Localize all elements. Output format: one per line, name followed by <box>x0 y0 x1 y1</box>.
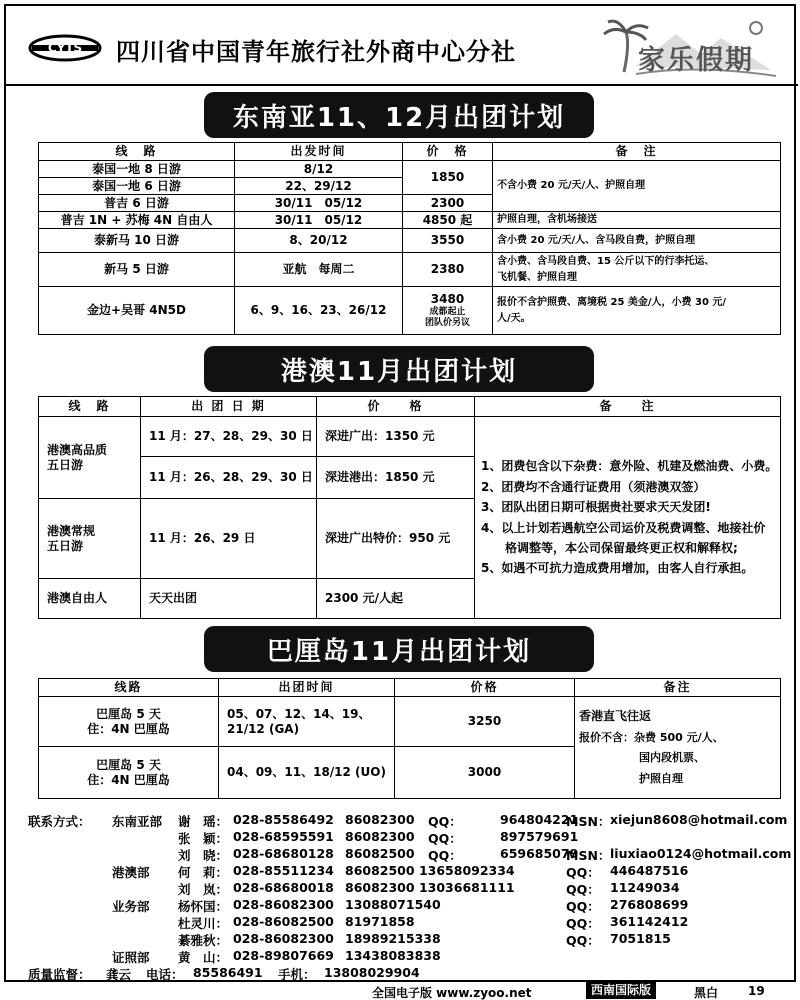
page-footer <box>0 982 800 1000</box>
col-header: 备 注 <box>493 143 781 161</box>
route-cell <box>39 747 219 799</box>
cyts-logo <box>28 34 102 62</box>
table-row <box>39 212 781 229</box>
price-cell: 3000 <box>395 747 575 799</box>
price-cell: 2380 <box>403 253 493 287</box>
contact-phone: 028-86082300 <box>233 931 334 946</box>
price-sub: 成都起止 <box>429 306 466 317</box>
route-cell: 泰国一地 6 日游 <box>39 178 235 195</box>
contact-row <box>28 948 796 965</box>
date-cell: 天天出团 <box>141 579 317 619</box>
contact-row <box>28 812 796 829</box>
sea-banner: 东南亚11、12月出团计划 <box>204 92 594 138</box>
note-line: 护照自理 <box>639 772 683 786</box>
contact-phone2: 86082500 <box>345 846 415 861</box>
col-header: 出团时间 <box>219 679 395 697</box>
col-header: 线 路 <box>39 143 235 161</box>
date-cell: 04、09、11、18/12 (UO) <box>219 747 395 799</box>
price-cell: 3550 <box>403 229 493 253</box>
contact-row <box>28 829 796 846</box>
table-row <box>39 417 781 457</box>
date-cell: 8/12 <box>235 161 403 178</box>
contact-name: 杜灵川： <box>178 916 229 931</box>
date-cell: 8、20/12 <box>235 229 403 253</box>
date-cell: 22、29/12 <box>235 178 403 195</box>
contact-msn[interactable]: xiejun8608@hotmail.com <box>610 812 788 827</box>
table-row <box>39 287 781 335</box>
contacts-section <box>28 812 796 982</box>
msn-label: MSN： <box>566 848 611 863</box>
date-cell: 6、9、16、23、26/12 <box>235 287 403 335</box>
contact-name: 刘 晓： <box>178 848 229 863</box>
col-header: 出 团 日 期 <box>141 397 317 417</box>
phone2-value: 86082500 <box>345 863 415 878</box>
contact-msn[interactable]: liuxiao0124@hotmail.com <box>610 846 792 861</box>
contact-phone2: 86082300 <box>345 829 415 844</box>
contact-phone: 028-85586492 <box>233 812 334 827</box>
note-line: 4、以上计划若遇航空公司运价及税费调整、地接社价 <box>481 520 766 535</box>
note-line: 国内段机票、 <box>639 751 705 765</box>
date-cell <box>219 697 395 747</box>
contact-phone2: 81971858 <box>345 914 415 929</box>
note-line: 1、团费包含以下杂费：意外险、机建及燃油费、小费。 <box>481 459 778 474</box>
route-line: 巴厘岛 5 天 <box>96 757 161 772</box>
route-cell: 金边+吴哥 4N5D <box>39 287 235 335</box>
route-line: 港澳常规 <box>47 523 96 538</box>
price-cell: 4850 起 <box>403 212 493 229</box>
contact-row <box>28 846 796 863</box>
date-cell: 30/11 05/12 <box>235 212 403 229</box>
col-header: 价格 <box>395 679 575 697</box>
contact-name: 谢 瑶： <box>178 814 229 829</box>
note-line: 飞机餐、护照自理 <box>497 271 577 283</box>
table-row <box>39 229 781 253</box>
route-cell: 港澳自由人 <box>39 579 141 619</box>
note-title: 香港直飞往返 <box>579 708 652 723</box>
bali-table <box>38 678 781 799</box>
contact-qq: 11249034 <box>610 880 680 895</box>
table-row <box>39 161 781 178</box>
qq-label: QQ： <box>566 916 600 931</box>
note-cell: 不含小费 20 元/天/人、护照自理 <box>493 161 781 212</box>
notes-cell <box>475 417 781 619</box>
contact-phone: 028-68680018 <box>233 880 334 895</box>
contact-phone: 028-89807669 <box>233 948 334 963</box>
route-line: 住：4N 巴厘岛 <box>87 772 170 787</box>
date-cell: 亚航 每周二 <box>235 253 403 287</box>
note-line: 含小费、含马段自费、15 公斤以下的行李托运、 <box>497 255 715 267</box>
note-cell <box>493 287 781 335</box>
contact-phone: 028-86082300 <box>233 897 334 912</box>
note-cell: 含小费 20 元/天/人、含马段自费，护照自理 <box>493 229 781 253</box>
price-sub: 团队价另议 <box>424 318 470 328</box>
date-cell: 11 月：27、28、29、30 日 <box>141 417 317 457</box>
route-cell: 泰新马 10 日游 <box>39 229 235 253</box>
contact-qq: 897579691 <box>500 829 579 844</box>
qq-label: QQ： <box>566 865 600 880</box>
contact-qq: 276808699 <box>610 897 689 912</box>
qq-label: QQ： <box>428 848 462 863</box>
route-line: 港澳高品质 <box>47 442 108 457</box>
contact-dept: 东南亚部 <box>112 814 163 829</box>
table-header-row <box>39 679 781 697</box>
contact-row <box>28 897 796 914</box>
route-cell: 普吉 1N + 苏梅 4N 自由人 <box>39 212 235 229</box>
date-line: 05、07、12、14、19、 <box>227 706 371 721</box>
contact-name: 黄 山： <box>178 950 229 965</box>
route-cell <box>39 417 141 499</box>
contact-qq: 7051815 <box>610 931 671 946</box>
page-header <box>6 6 798 86</box>
agency-name: 四川省中国青年旅行社外商中心分社 <box>116 38 516 66</box>
note-line: 报价不含：杂费 500 元/人、 <box>579 730 724 744</box>
col-header: 备注 <box>575 679 781 697</box>
note-line: 5、如遇不可抗力造成费用增加，由客人自行承担。 <box>481 561 754 576</box>
route-line: 住：4N 巴厘岛 <box>87 721 170 736</box>
contact-phone: 028-68680128 <box>233 846 334 861</box>
note-line: 报价不含护照费、离境税 25 美金/人，小费 30 元/ <box>497 296 727 308</box>
contact-row <box>28 931 796 948</box>
edition-text[interactable]: 全国电子版 www.zyoo.net <box>372 986 532 1000</box>
price-value: 3480 <box>430 291 465 306</box>
note-cell: 护照自理，含机场接送 <box>493 212 781 229</box>
mobile-value: 13036681111 <box>418 880 515 895</box>
date-cell: 30/11 05/12 <box>235 195 403 212</box>
route-cell: 普吉 6 日游 <box>39 195 235 212</box>
contact-dept: 业务部 <box>112 899 150 914</box>
contact-phone2: 13438083838 <box>345 948 441 963</box>
contact-qq: 446487516 <box>610 863 689 878</box>
contact-row <box>28 914 796 931</box>
contact-qq: 964804221 <box>500 812 579 827</box>
quality-tel-label: 电话： <box>146 967 184 982</box>
date-cell: 11 月：26、28、29、30 日 <box>141 457 317 499</box>
quality-row <box>28 965 796 982</box>
contact-name: 綦雅秋： <box>178 933 229 948</box>
page-number: 19 <box>748 984 765 998</box>
qq-label: QQ： <box>566 882 600 897</box>
quality-label: 质量监督： <box>28 967 91 982</box>
quality-mobile-label: 手机： <box>278 967 316 982</box>
phone2-value: 86082300 <box>345 880 415 895</box>
price-cell: 2300 <box>403 195 493 212</box>
color-mode: 黑白 <box>694 986 719 1000</box>
sea-table <box>38 142 781 335</box>
col-header: 线 路 <box>39 397 141 417</box>
route-cell <box>39 499 141 579</box>
date-cell: 11 月：26、29 日 <box>141 499 317 579</box>
col-header: 出发时间 <box>235 143 403 161</box>
note-line: 格调整等，本公司保留最终更正权和解释权; <box>481 540 738 555</box>
contact-qq: 659685079 <box>500 846 579 861</box>
qq-label: QQ： <box>428 831 462 846</box>
svg-text:CYTS: CYTS <box>47 41 83 55</box>
note-cell <box>493 253 781 287</box>
date-line: 21/12 (GA) <box>227 721 300 736</box>
col-header: 价 格 <box>317 397 475 417</box>
table-row <box>39 253 781 287</box>
contact-phone2: 13088071540 <box>345 897 441 912</box>
mobile-value: 13658092334 <box>418 863 515 878</box>
contact-phone2 <box>345 880 515 895</box>
table-header-row <box>39 143 781 161</box>
note-line: 3、团队出团日期可根据贵社要求天天发团! <box>481 500 711 515</box>
edition-badge: 西南国际版 <box>586 982 656 999</box>
brand-logo <box>596 14 786 80</box>
contacts-label: 联系方式： <box>28 814 91 829</box>
brand-name: 家乐假期 <box>638 45 754 76</box>
col-header: 价 格 <box>403 143 493 161</box>
quality-mobile: 13808029904 <box>324 965 420 980</box>
quality-tel: 85586491 <box>193 965 263 980</box>
qq-label: QQ： <box>428 814 462 829</box>
contact-name: 张 颖： <box>178 831 229 846</box>
route-line: 五日游 <box>47 457 84 472</box>
contact-name: 杨怀国： <box>178 899 229 914</box>
price-cell: 深进广出特价：950 元 <box>317 499 475 579</box>
note-line: 人/天。 <box>497 312 531 324</box>
route-line: 巴厘岛 5 天 <box>96 706 161 721</box>
qq-label: QQ： <box>566 899 600 914</box>
contact-phone2: 18989215338 <box>345 931 441 946</box>
price-cell: 2300 元/人起 <box>317 579 475 619</box>
price-cell: 1850 <box>403 161 493 195</box>
contact-dept: 港澳部 <box>112 865 150 880</box>
table-row <box>39 697 781 747</box>
route-line: 五日游 <box>47 538 84 553</box>
contact-row <box>28 880 796 897</box>
contact-phone: 028-86082500 <box>233 914 334 929</box>
note-line: 2、团费均不含通行证费用（须港澳双签） <box>481 479 706 494</box>
quality-name: 龚云 <box>106 967 132 982</box>
col-header: 备 注 <box>475 397 781 417</box>
contact-phone: 028-85511234 <box>233 863 334 878</box>
hk-table <box>38 396 781 619</box>
qq-label: QQ： <box>566 933 600 948</box>
contact-phone: 028-68595591 <box>233 829 334 844</box>
hk-banner: 港澳11月出团计划 <box>204 346 594 392</box>
contact-phone2: 86082300 <box>345 812 415 827</box>
col-header: 线路 <box>39 679 219 697</box>
msn-label: MSN： <box>566 814 611 829</box>
route-cell <box>39 697 219 747</box>
route-cell: 新马 5 日游 <box>39 253 235 287</box>
contact-name: 刘 岚： <box>178 882 229 897</box>
route-cell: 泰国一地 8 日游 <box>39 161 235 178</box>
contact-name: 何 莉： <box>178 865 229 880</box>
price-cell: 深进广出：1350 元 <box>317 417 475 457</box>
price-cell: 3250 <box>395 697 575 747</box>
price-cell: 深进港出：1850 元 <box>317 457 475 499</box>
note-cell <box>575 697 781 799</box>
bali-banner: 巴厘岛11月出团计划 <box>204 626 594 672</box>
table-header-row <box>39 397 781 417</box>
contact-qq: 361142412 <box>610 914 689 929</box>
price-cell <box>403 287 493 335</box>
contact-row <box>28 863 796 880</box>
contact-phone2 <box>345 863 515 878</box>
contact-dept: 证照部 <box>112 950 150 965</box>
